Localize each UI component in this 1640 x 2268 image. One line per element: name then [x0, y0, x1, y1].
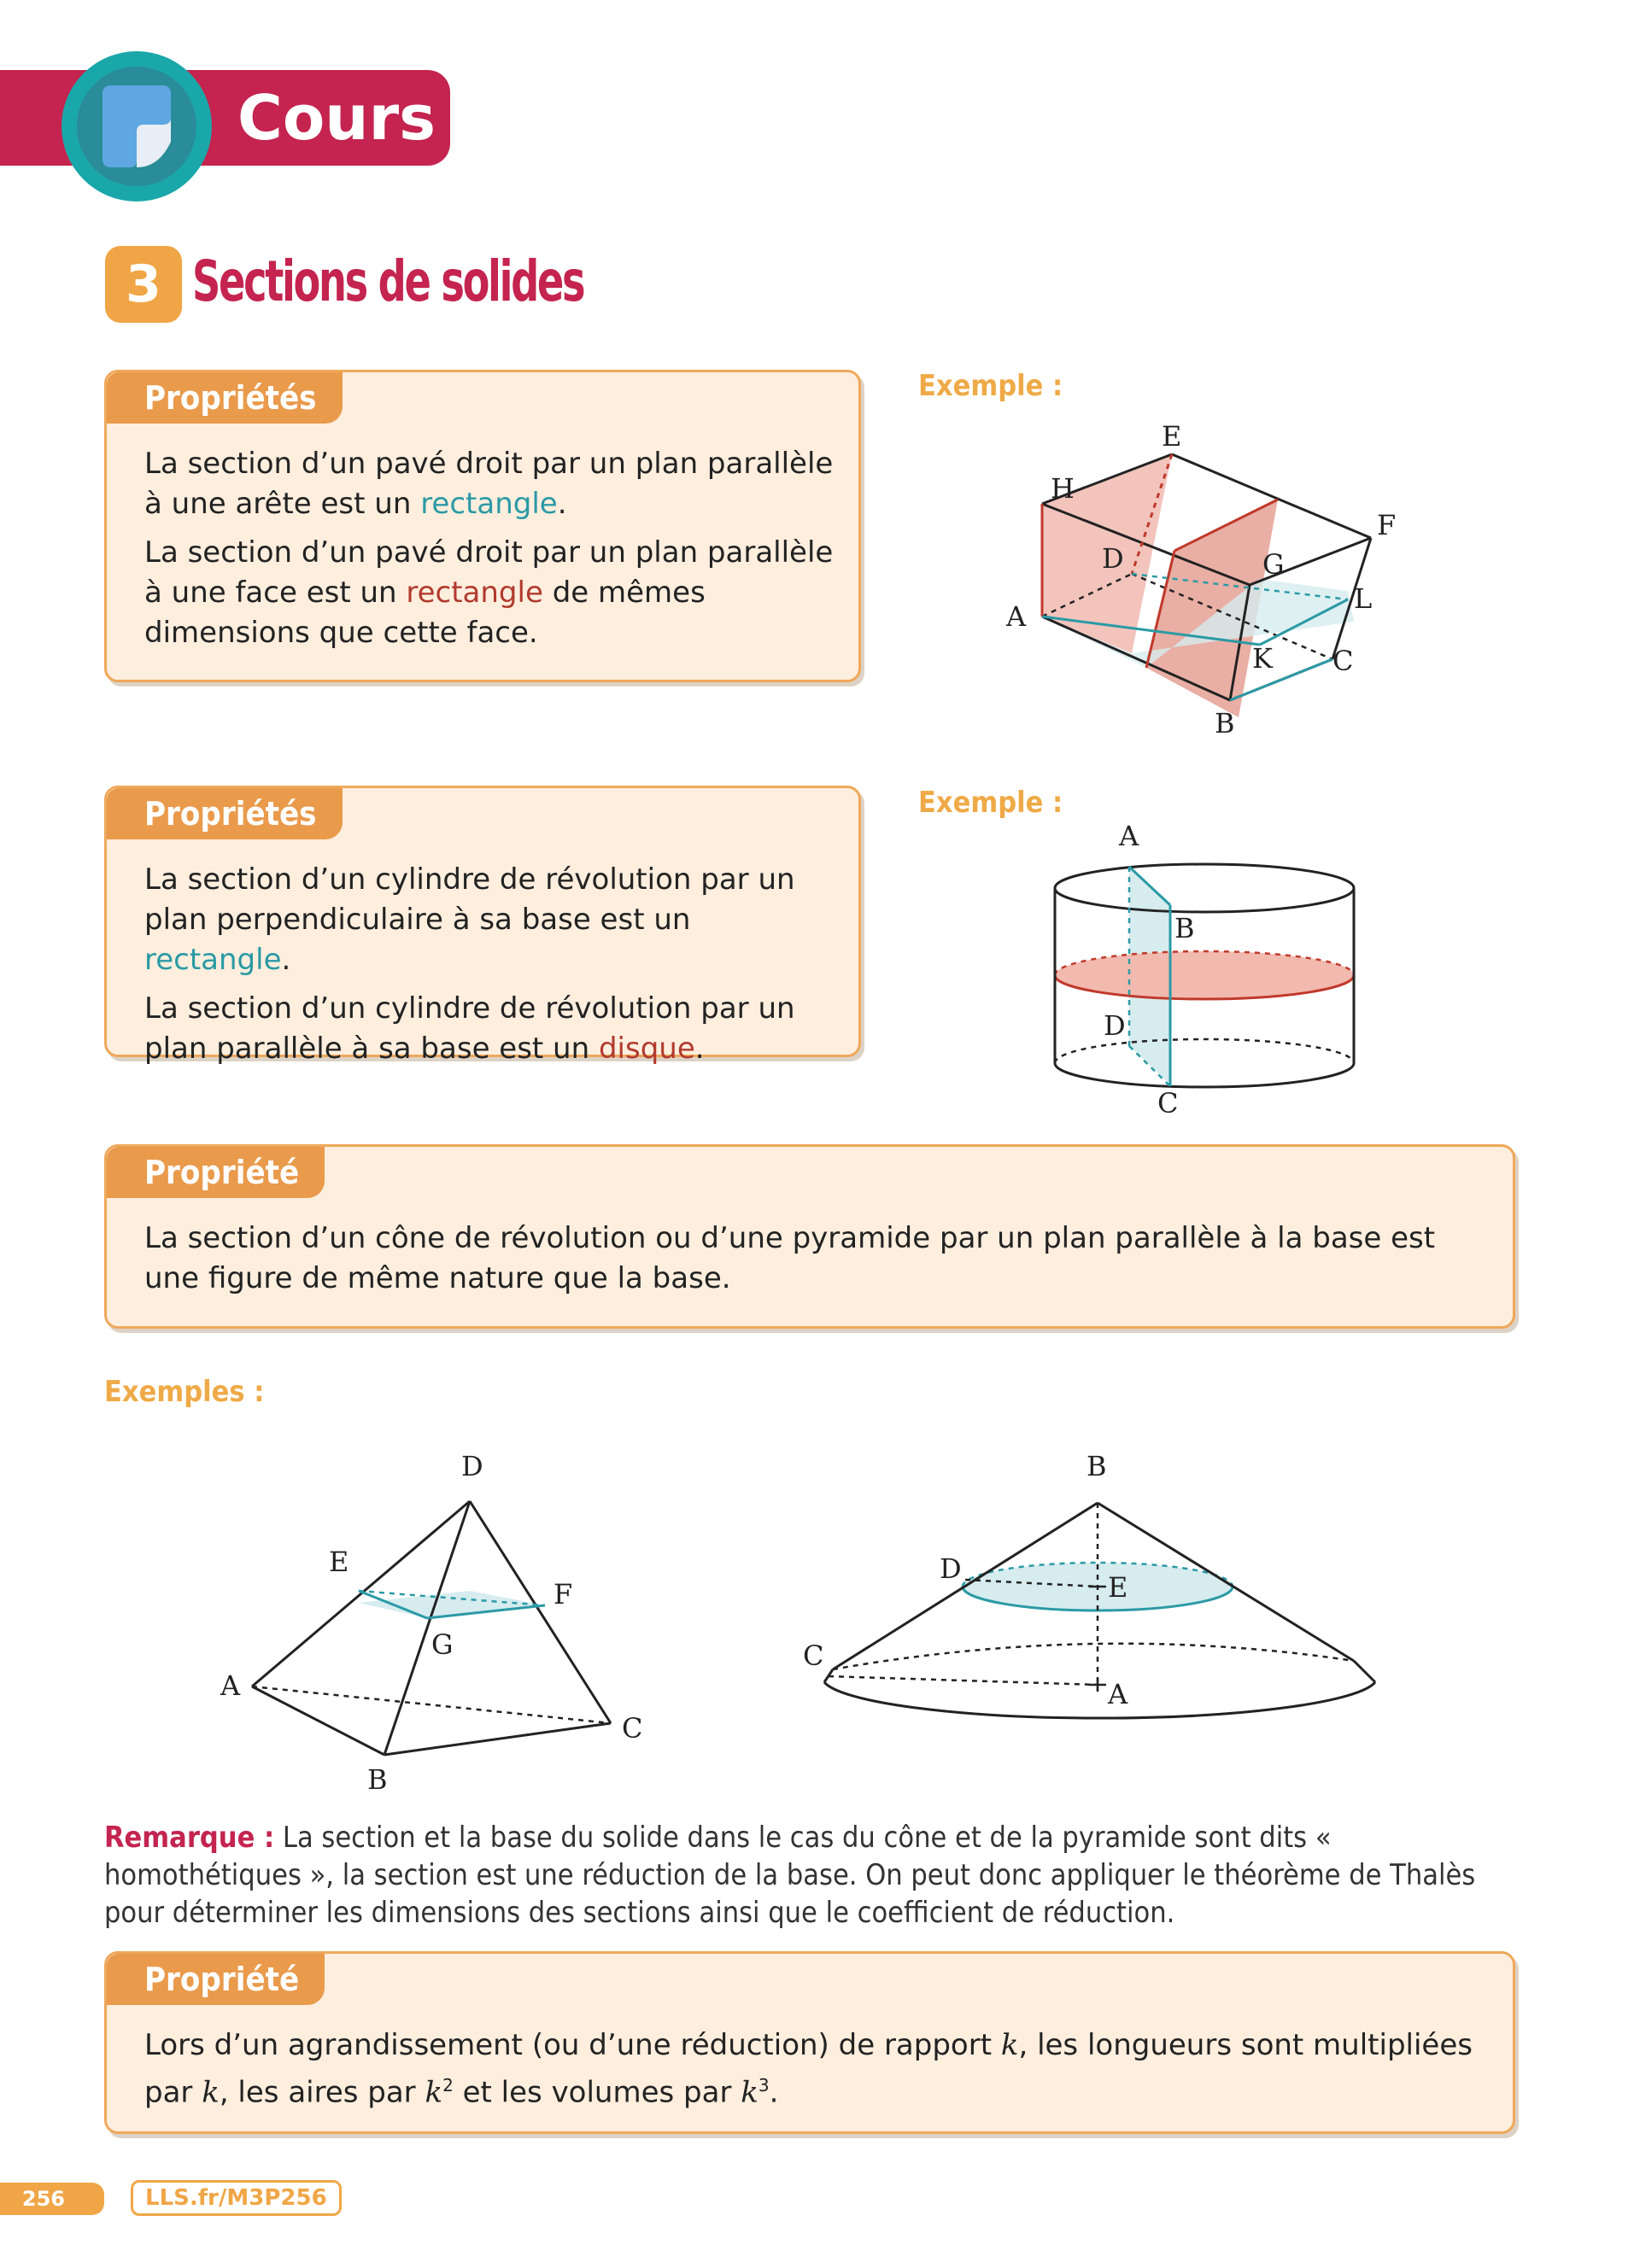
resource-link[interactable]: LLS.fr/M3P256: [131, 2180, 342, 2216]
property-tag: Propriétés: [107, 788, 343, 839]
document-icon: [77, 67, 196, 186]
property-box-2: [104, 786, 861, 1066]
point-G: G: [1262, 548, 1285, 581]
point-L: L: [1354, 582, 1373, 615]
point-F: F: [554, 1578, 573, 1610]
property-text: La section d’un cône de révolution ou d’une pyramide par un plan parallèle à la base est une figure de même nature que la base.: [144, 1221, 1436, 1295]
point-A: A: [1006, 600, 1027, 633]
property-text: La section d’un cylindre de révolution par un plan perpendiculaire à sa base est un rectangle. La section d’un cylindre de révolution par un plan parallèle à sa base est un disque.: [144, 862, 795, 1066]
point-F: F: [1377, 509, 1397, 541]
point-D: D: [1102, 542, 1124, 575]
point-C: C: [622, 1712, 643, 1745]
point-A: A: [1108, 1678, 1128, 1710]
property-box-1: [104, 370, 861, 682]
point-A: A: [220, 1669, 241, 1702]
point-E: E: [1108, 1571, 1128, 1604]
remark-label: Remarque :: [104, 1821, 275, 1855]
point-D: D: [940, 1552, 962, 1585]
property-tag: Propriété: [107, 1954, 325, 2005]
example-figure-cylinder: [1034, 820, 1375, 1136]
point-B: B: [1215, 707, 1235, 739]
point-D: D: [1104, 1009, 1126, 1042]
property-text: Lors d’un agrandissement (ou d’une réduction) de rapport k, les longueurs sont multipliées par k, les aires par $k^2$ et les volumes par $k^3$.: [144, 2028, 1473, 2110]
point-B: B: [1174, 912, 1195, 944]
point-E: E: [1162, 420, 1182, 453]
point-G: G: [431, 1628, 454, 1661]
point-H: H: [1051, 472, 1075, 505]
property-box-4: [104, 1951, 1515, 2134]
point-C: C: [1157, 1087, 1179, 1119]
point-C: C: [803, 1640, 824, 1672]
remark-paragraph: [104, 1819, 1522, 1932]
point-C: C: [1332, 645, 1354, 677]
property-tag: Propriétés: [107, 372, 343, 424]
example-label-2: Exemple :: [918, 786, 1063, 820]
point-A: A: [1119, 820, 1139, 852]
property-text: La section d’un pavé droit par un plan parallèle à une arête est un rectangle. La section d’un pavé droit par un plan parallèle à une face est un rectangle de mêmes dimensions que cette face.: [144, 447, 834, 650]
point-B: B: [367, 1763, 388, 1796]
page-number: 256: [0, 2183, 104, 2215]
property-tag: Propriété: [107, 1147, 325, 1198]
header-title: Cours: [237, 82, 436, 154]
point-E: E: [329, 1546, 349, 1578]
examples-label: Exemples :: [104, 1375, 265, 1409]
section-title: Sections de solides: [192, 248, 584, 314]
section-number: 3: [105, 246, 182, 323]
example-figure-pyramid: [205, 1435, 683, 1810]
course-badge-inner: [77, 67, 196, 186]
example-figure-box: [982, 410, 1461, 751]
property-box-3: [104, 1144, 1515, 1329]
point-K: K: [1252, 642, 1273, 675]
point-D: D: [461, 1450, 483, 1482]
remark-text: La section et la base du solide dans le cas du cône et de la pyramide sont dits « homothétiques », la section est une réduction de la base. On peut donc appliquer le théorème de Thalès pour déterminer les dimensions des sections ainsi que le coefficient de réduction.: [104, 1821, 1476, 1930]
example-label-1: Exemple :: [918, 369, 1063, 403]
point-B: B: [1086, 1450, 1107, 1482]
example-figure-cone: [794, 1435, 1392, 1759]
